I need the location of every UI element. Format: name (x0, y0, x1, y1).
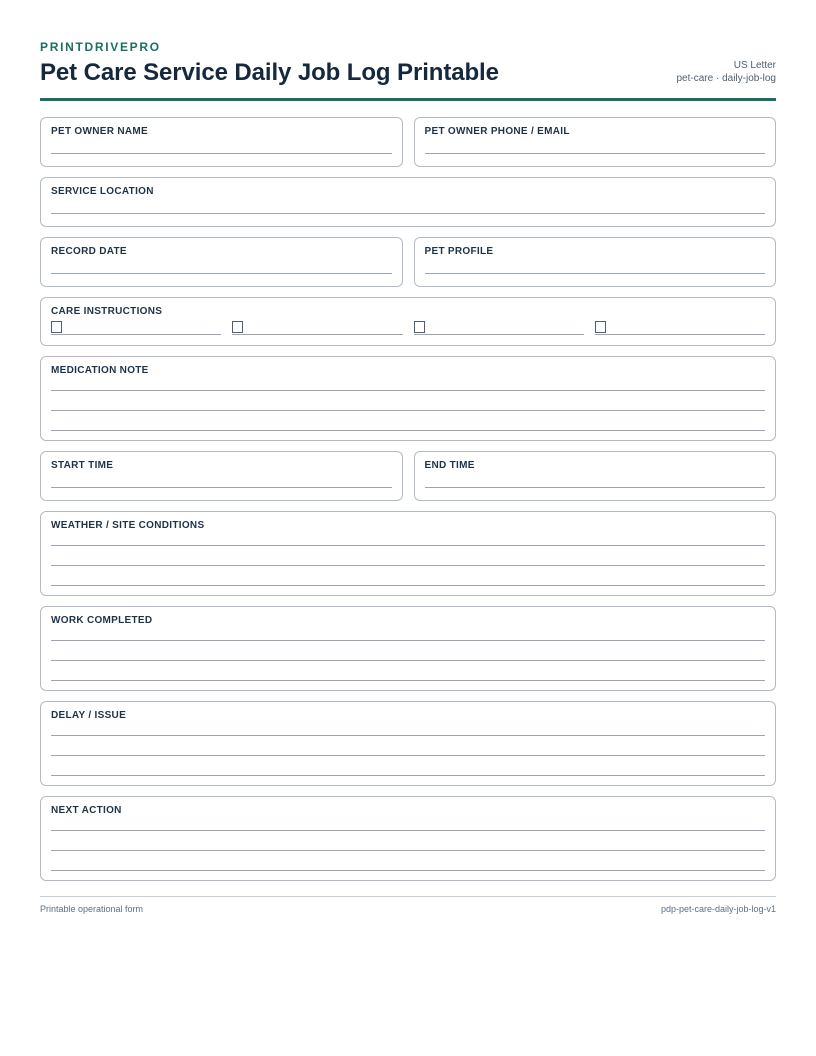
row-next (40, 796, 776, 881)
write-line[interactable] (51, 411, 765, 431)
page-title: Pet Care Service Daily Job Log Printable (40, 59, 499, 86)
form-footer (40, 896, 776, 915)
footer-description: Printable operational form (40, 904, 144, 914)
row-care (40, 297, 776, 346)
row-work (40, 606, 776, 691)
checkbox[interactable] (232, 321, 243, 333)
write-line[interactable] (51, 629, 765, 641)
row-medication (40, 356, 776, 441)
write-line[interactable] (51, 379, 765, 391)
weather-site-conditions-label: WEATHER / SITE CONDITIONS (51, 520, 205, 531)
delay-issue-field[interactable] (40, 701, 776, 786)
write-line[interactable] (51, 756, 765, 776)
pet-owner-name-label: PET OWNER NAME (51, 126, 148, 137)
row-weather (40, 511, 776, 596)
checklist-item[interactable] (51, 320, 221, 335)
write-line[interactable] (51, 153, 392, 154)
pet-profile-field[interactable] (414, 237, 777, 287)
pet-profile-label: PET PROFILE (424, 246, 494, 257)
write-line[interactable] (51, 273, 392, 274)
brand-name: PRINTDRIVEPRO (40, 40, 161, 54)
care-instructions-field (40, 297, 776, 346)
form-tags: pet-care · daily-job-log (676, 73, 776, 84)
write-line[interactable] (51, 724, 765, 736)
checkbox[interactable] (414, 321, 425, 333)
medication-note-field[interactable] (40, 356, 776, 441)
checklist-item[interactable] (414, 320, 584, 335)
care-checklist (51, 320, 765, 335)
form-sections (40, 117, 776, 881)
work-completed-label: WORK COMPLETED (51, 615, 153, 626)
write-line[interactable] (51, 736, 765, 756)
service-location-field[interactable] (40, 177, 776, 227)
write-line[interactable] (51, 566, 765, 586)
record-date-label: RECORD DATE (51, 246, 127, 257)
next-action-label: NEXT ACTION (51, 805, 122, 816)
checkbox[interactable] (595, 321, 606, 333)
write-line[interactable] (51, 661, 765, 681)
work-completed-field[interactable] (40, 606, 776, 691)
paper-size: US Letter (733, 60, 776, 71)
end-time-label: END TIME (424, 460, 475, 471)
write-line[interactable] (51, 213, 765, 214)
row-owner (40, 117, 776, 167)
write-line[interactable] (51, 819, 765, 831)
checklist-item[interactable] (595, 320, 765, 335)
end-time-field[interactable] (414, 451, 777, 501)
row-location (40, 177, 776, 227)
form-page (40, 40, 776, 891)
write-line[interactable] (51, 641, 765, 661)
form-header (40, 40, 776, 101)
start-time-field[interactable] (40, 451, 403, 501)
form-id: pdp-pet-care-daily-job-log-v1 (660, 904, 776, 914)
weather-site-conditions-field[interactable] (40, 511, 776, 596)
pet-owner-contact-field[interactable] (414, 117, 777, 167)
write-line[interactable] (425, 273, 766, 274)
pet-owner-contact-label: PET OWNER PHONE / EMAIL (424, 126, 570, 137)
row-delay (40, 701, 776, 786)
row-date-profile (40, 237, 776, 287)
write-line[interactable] (51, 831, 765, 851)
checkbox[interactable] (51, 321, 62, 333)
delay-issue-label: DELAY / ISSUE (51, 710, 127, 721)
write-line[interactable] (51, 487, 392, 488)
checklist-item[interactable] (232, 320, 402, 335)
service-location-label: SERVICE LOCATION (51, 186, 154, 197)
write-line[interactable] (51, 391, 765, 411)
care-instructions-label: CARE INSTRUCTIONS (51, 306, 163, 317)
medication-note-label: MEDICATION NOTE (51, 365, 149, 376)
write-line[interactable] (51, 851, 765, 871)
start-time-label: START TIME (51, 460, 114, 471)
write-line[interactable] (51, 534, 765, 546)
write-line[interactable] (425, 487, 766, 488)
write-line[interactable] (425, 153, 766, 154)
row-times (40, 451, 776, 501)
pet-owner-name-field[interactable] (40, 117, 403, 167)
form-meta (677, 59, 777, 85)
record-date-field[interactable] (40, 237, 403, 287)
write-line[interactable] (51, 546, 765, 566)
next-action-field[interactable] (40, 796, 776, 881)
